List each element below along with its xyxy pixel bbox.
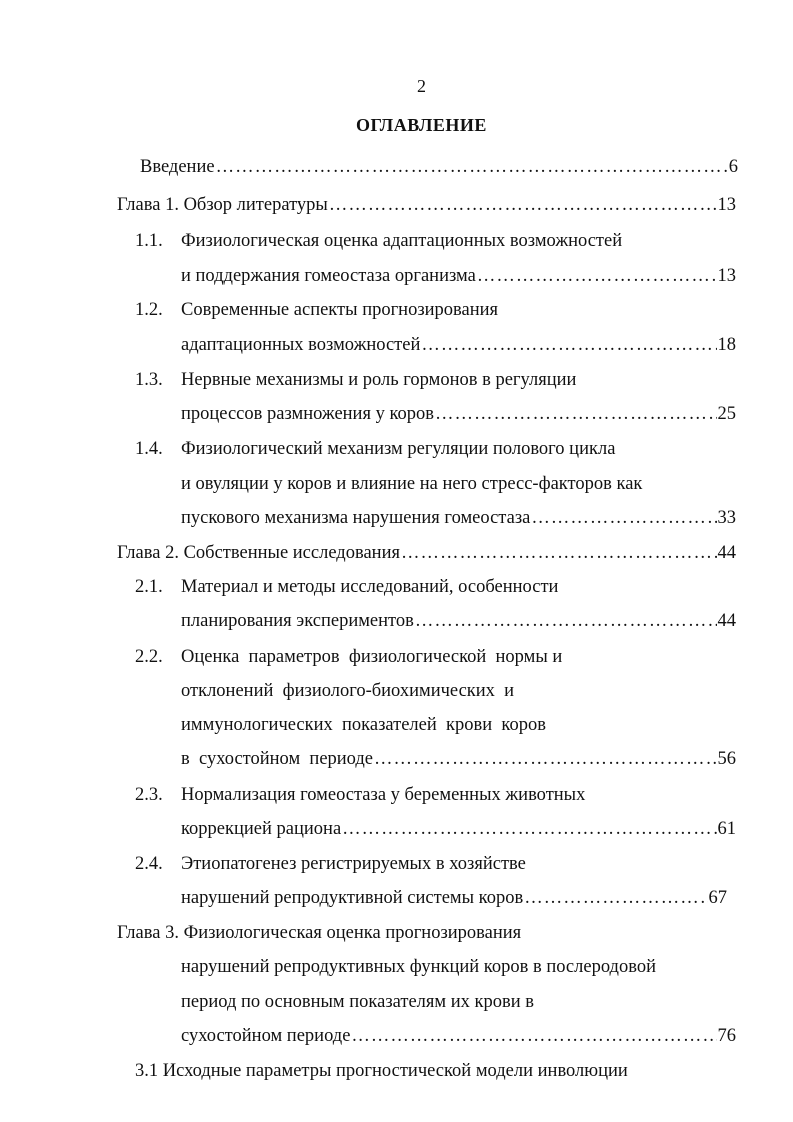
toc-entry-text: пускового механизма нарушения гомеостаза bbox=[181, 508, 531, 528]
toc-entry-section-2-3[interactable] bbox=[181, 817, 736, 841]
leader-dots bbox=[216, 155, 728, 179]
toc-entry-text: планирования экспериментов bbox=[181, 611, 414, 631]
toc-entry-text: и овуляции у коров и влияние на него стресс-факторов как bbox=[181, 474, 643, 494]
toc-entry-page: 67 bbox=[708, 888, 727, 908]
toc-entry-page: 13 bbox=[717, 266, 736, 286]
leader-dots bbox=[531, 506, 716, 530]
leader-dots bbox=[374, 747, 716, 771]
toc-entry-text: Материал и методы исследований, особенности bbox=[181, 577, 559, 597]
section-number: 2.1. bbox=[135, 577, 163, 597]
toc-title: ОГЛАВЛЕНИЕ bbox=[356, 115, 487, 135]
leader-dots bbox=[421, 333, 716, 357]
leader-dots bbox=[342, 817, 716, 841]
toc-entry-chapter-2[interactable] bbox=[117, 541, 736, 565]
leader-dots bbox=[477, 264, 717, 288]
toc-entry-page: 25 bbox=[717, 404, 736, 424]
section-number: 2.3. bbox=[135, 785, 163, 805]
toc-entry-text: сухостойном периоде bbox=[181, 1026, 351, 1046]
toc-entry-text: Нормализация гомеостаза у беременных животных bbox=[181, 785, 586, 805]
toc-entry-text: Современные аспекты прогнозирования bbox=[181, 300, 499, 320]
toc-entry-section-1-1[interactable] bbox=[181, 264, 736, 288]
toc-entry-text: Нервные механизмы и роль гормонов в регуляции bbox=[181, 370, 577, 390]
toc-entry-text: Физиологический механизм регуляции полового цикла bbox=[181, 439, 616, 459]
toc-entry-page: 33 bbox=[717, 508, 736, 528]
toc-entry-text: в сухостойном периоде bbox=[181, 749, 374, 769]
toc-entry-text: отклонений физиолого-биохимических и bbox=[181, 681, 515, 701]
toc-entry-page: 44 bbox=[717, 611, 736, 631]
toc-entry-text: нарушений репродуктивных функций коров в послеродовой bbox=[181, 957, 656, 977]
toc-entry-text: и поддержания гомеостаза организма bbox=[181, 266, 476, 286]
toc-entry-page: 13 bbox=[717, 195, 736, 215]
section-number: 2.2. bbox=[135, 647, 163, 667]
toc-entry-chapter-1[interactable] bbox=[117, 193, 736, 217]
toc-entry-text: процессов размножения у коров bbox=[181, 404, 435, 424]
toc-entry-page: 76 bbox=[717, 1026, 736, 1046]
toc-entry-section-2-2[interactable] bbox=[181, 747, 736, 771]
toc-entry-section-1-2[interactable] bbox=[181, 333, 736, 357]
leader-dots bbox=[415, 609, 717, 633]
toc-entry-chapter-3[interactable] bbox=[181, 1024, 736, 1048]
toc-entry-text: коррекцией рациона bbox=[181, 819, 342, 839]
toc-entry-text: Глава 3. Физиологическая оценка прогнозирования bbox=[117, 923, 522, 943]
leader-dots bbox=[351, 1024, 716, 1048]
toc-entry-text: Глава 1. Обзор литературы bbox=[117, 195, 328, 215]
page-number: 2 bbox=[417, 76, 426, 96]
toc-entry-text: Этиопатогенез регистрируемых в хозяйстве bbox=[181, 854, 526, 874]
toc-entry-section-2-4[interactable] bbox=[181, 886, 727, 910]
toc-entry-text: Глава 2. Собственные исследования bbox=[117, 543, 400, 563]
leader-dots bbox=[329, 193, 717, 217]
section-number: 2.4. bbox=[135, 854, 163, 874]
toc-entry-text: 3.1 Исходные параметры прогностической модели инволюции bbox=[135, 1061, 628, 1081]
toc-entry-page: 18 bbox=[717, 335, 736, 355]
toc-entry-page: 56 bbox=[717, 749, 736, 769]
toc-entry-intro[interactable] bbox=[140, 155, 738, 179]
section-number: 1.2. bbox=[135, 300, 163, 320]
toc-entry-section-1-4[interactable] bbox=[181, 506, 736, 530]
leader-dots bbox=[524, 886, 707, 910]
toc-entry-text: иммунологических показателей крови коров bbox=[181, 715, 546, 735]
toc-entry-text: Физиологическая оценка адаптационных возможностей bbox=[181, 231, 623, 251]
section-number: 1.1. bbox=[135, 231, 163, 251]
toc-entry-text: период по основным показателям их крови в bbox=[181, 992, 534, 1012]
toc-entry-page: 61 bbox=[717, 819, 736, 839]
leader-dots bbox=[435, 402, 716, 426]
section-number: 1.3. bbox=[135, 370, 163, 390]
toc-entry-text: нарушений репродуктивной системы коров bbox=[181, 888, 524, 908]
toc-entry-page: 44 bbox=[717, 543, 736, 563]
toc-entry-text: Введение bbox=[140, 157, 215, 177]
toc-entry-section-1-3[interactable] bbox=[181, 402, 736, 426]
toc-entry-page: 6 bbox=[728, 157, 738, 177]
toc-entry-text: Оценка параметров физиологической нормы и bbox=[181, 647, 563, 667]
leader-dots bbox=[401, 541, 717, 565]
section-number: 1.4. bbox=[135, 439, 163, 459]
toc-entry-text: адаптационных возможностей bbox=[181, 335, 421, 355]
toc-entry-section-2-1[interactable] bbox=[181, 609, 736, 633]
